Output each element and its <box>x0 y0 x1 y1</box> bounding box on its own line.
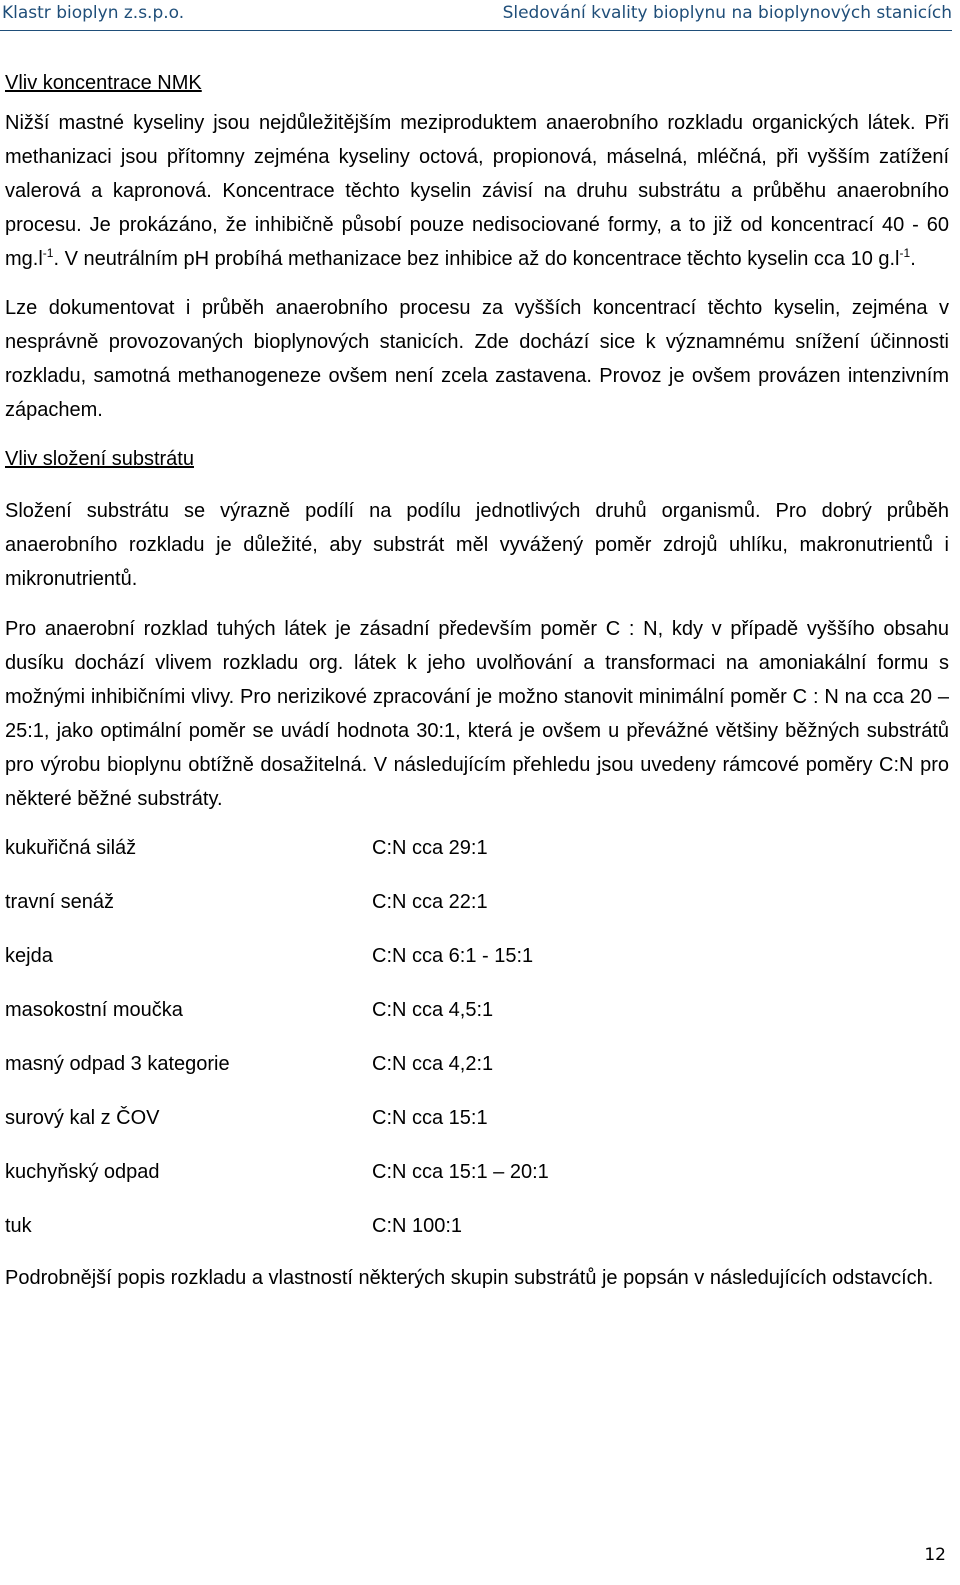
substrate-name: travní senáž <box>5 891 114 913</box>
substrate-name: kejda <box>5 945 53 967</box>
header-organization: Klastr bioplyn z.s.p.o. <box>2 3 185 23</box>
ratio-row <box>5 831 949 885</box>
substrate-name: masokostní moučka <box>5 999 183 1021</box>
cn-ratio-value: C:N cca 15:1 <box>372 1107 488 1129</box>
ratio-row <box>5 1047 949 1101</box>
ratio-row <box>5 939 949 993</box>
page-header <box>0 0 952 31</box>
ratio-row <box>5 1209 949 1255</box>
substrate-name: surový kal z ČOV <box>5 1107 160 1129</box>
ratio-row <box>5 1155 949 1209</box>
paragraph-nmk-process: Lze dokumentovat i průběh anaerobního procesu za vyšších koncentrací těchto kyselin, zejména v nesprávně provozovaných bioplynových stanicích. Zde dochází sice k významnému snížení účinnosti rozkladu, samotná methanogeneze ovšem není zcela zastavena. Provoz je ovšem provázen intenzivním zápachem. <box>5 297 949 421</box>
paragraph-further-description: Podrobnější popis rozkladu a vlastností některých skupin substrátů je popsán v následujících odstavcích. <box>5 1267 934 1289</box>
paragraph-nmk-intro <box>5 106 949 276</box>
text-run: . V neutrálním pH probíhá methanizace bez inhibice až do koncentrace těchto kyselin cca 10 g.l <box>53 248 900 270</box>
cn-ratio-list <box>5 831 949 1255</box>
paragraph-cn-ratio: Pro anaerobní rozklad tuhých látek je zásadní především poměr C : N, kdy v případě vyššího obsahu dusíku dochází vlivem rozkladu org. látek k jeho uvolňování a transformaci na amoniakální formu s možnými inhibičními vlivy. Pro nerizikové zpracování je možno stanovit minimální poměr C : N na cca 20 – 25:1, jako optimální poměr se uvádí hodnota 30:1, která je ovšem u převážné většiny běžných substrátů pro výrobu bioplynu obtížně dosažitelná. V následujícím přehledu jsou uvedeny rámcové poměry C:N pro některé běžné substráty. <box>5 618 949 810</box>
page-number: 12 <box>924 1545 946 1565</box>
text-run: . <box>910 248 916 270</box>
ratio-row <box>5 1101 949 1155</box>
cn-ratio-value: C:N cca 22:1 <box>372 891 488 913</box>
ratio-row <box>5 885 949 939</box>
ratio-row <box>5 993 949 1047</box>
document-body <box>5 66 949 1310</box>
section-heading-substrate: Vliv složení substrátu <box>5 448 194 470</box>
substrate-name: kukuřičná siláž <box>5 837 137 859</box>
cn-ratio-value: C:N cca 29:1 <box>372 837 488 859</box>
superscript: -1 <box>42 246 54 260</box>
text-run: Nižší mastné kyseliny jsou nejdůležitějším meziproduktem anaerobního rozkladu organických látek. Při methanizaci jsou přítomny zejména kyseliny octová, propionová, máselná, mléčná, při vyšším zatížení valerová a kapronová. Koncentrace těchto kyselin závisí na druhu substrátu a průběhu anaerobního procesu. Je prokázáno, že inhibičně působí pouze nedisociované formy, a to již od koncentrací 40 - 60 mg.l <box>5 112 949 270</box>
cn-ratio-value: C:N cca 15:1 – 20:1 <box>372 1161 549 1183</box>
cn-ratio-value: C:N cca 4,2:1 <box>372 1053 494 1075</box>
cn-ratio-value: C:N 100:1 <box>372 1215 463 1237</box>
cn-ratio-value: C:N cca 6:1 - 15:1 <box>372 945 534 967</box>
paragraph-substrate-composition: Složení substrátu se výrazně podílí na podílu jednotlivých druhů organismů. Pro dobrý průběh anaerobního rozkladu je důležité, aby substrát měl vyvážený poměr zdrojů uhlíku, makronutrientů i mikronutrientů. <box>5 500 949 590</box>
substrate-name: masný odpad 3 kategorie <box>5 1053 230 1075</box>
section-heading-nmk: Vliv koncentrace NMK <box>5 72 202 94</box>
header-document-title: Sledování kvality bioplynu na bioplynových stanicích <box>502 3 952 23</box>
cn-ratio-value: C:N cca 4,5:1 <box>372 999 494 1021</box>
substrate-name: tuk <box>5 1215 32 1237</box>
superscript: -1 <box>899 246 911 260</box>
substrate-name: kuchyňský odpad <box>5 1161 160 1183</box>
